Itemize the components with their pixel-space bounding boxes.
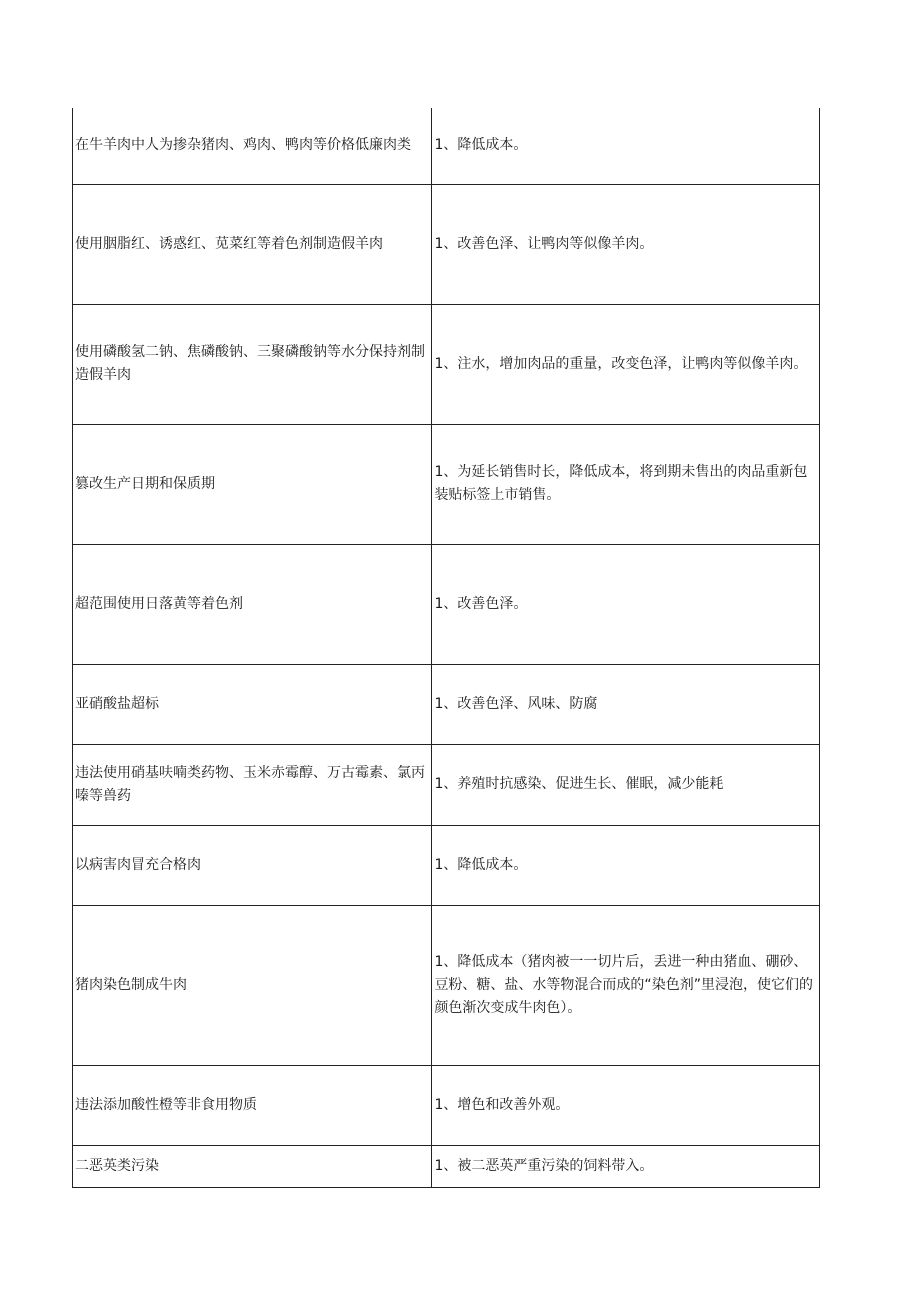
problem-cell: 篡改生产日期和保质期 <box>73 424 432 544</box>
table-row <box>73 744 820 825</box>
cause-cell: 1、改善色泽。 <box>432 544 820 664</box>
table-row <box>73 108 820 184</box>
cause-cell: 1、改善色泽、让鸭肉等似像羊肉。 <box>432 184 820 304</box>
table-row <box>73 664 820 744</box>
cause-cell: 1、降低成本（猪肉被一一切片后，丢进一种由猪血、硼砂、豆粉、糖、盐、水等物混合而成的“染色剂”里浸泡，使它们的颜色渐次变成牛肉色）。 <box>432 905 820 1065</box>
table-row <box>73 905 820 1065</box>
table-row <box>73 424 820 544</box>
table-row <box>73 1145 820 1187</box>
problem-cell: 以病害肉冒充合格肉 <box>73 825 432 905</box>
cause-cell: 1、养殖时抗感染、促进生长、催眠，减少能耗 <box>432 744 820 825</box>
problem-cell: 亚硝酸盐超标 <box>73 664 432 744</box>
cause-cell: 1、为延长销售时长，降低成本，将到期未售出的肉品重新包装贴标签上市销售。 <box>432 424 820 544</box>
table-row <box>73 825 820 905</box>
problem-cell: 猪肉染色制成牛肉 <box>73 905 432 1065</box>
problem-cell: 使用胭脂红、诱惑红、苋菜红等着色剂制造假羊肉 <box>73 184 432 304</box>
problem-cell: 超范围使用日落黄等着色剂 <box>73 544 432 664</box>
table-row <box>73 304 820 424</box>
meat-safety-table <box>72 108 820 1188</box>
cause-cell: 1、降低成本。 <box>432 108 820 184</box>
problem-cell: 使用磷酸氢二钠、焦磷酸钠、三聚磷酸钠等水分保持剂制造假羊肉 <box>73 304 432 424</box>
problem-cell: 违法使用硝基呋喃类药物、玉米赤霉醇、万古霉素、氯丙嗪等兽药 <box>73 744 432 825</box>
table-row <box>73 184 820 304</box>
problem-cell: 二恶英类污染 <box>73 1145 432 1187</box>
cause-cell: 1、改善色泽、风味、防腐 <box>432 664 820 744</box>
table-row <box>73 1065 820 1145</box>
problem-cell: 违法添加酸性橙等非食用物质 <box>73 1065 432 1145</box>
cause-cell: 1、注水，增加肉品的重量，改变色泽，让鸭肉等似像羊肉。 <box>432 304 820 424</box>
cause-cell: 1、降低成本。 <box>432 825 820 905</box>
cause-cell: 1、被二恶英严重污染的饲料带入。 <box>432 1145 820 1187</box>
problem-cell: 在牛羊肉中人为掺杂猪肉、鸡肉、鸭肉等价格低廉肉类 <box>73 108 432 184</box>
cause-cell: 1、增色和改善外观。 <box>432 1065 820 1145</box>
table-row <box>73 544 820 664</box>
